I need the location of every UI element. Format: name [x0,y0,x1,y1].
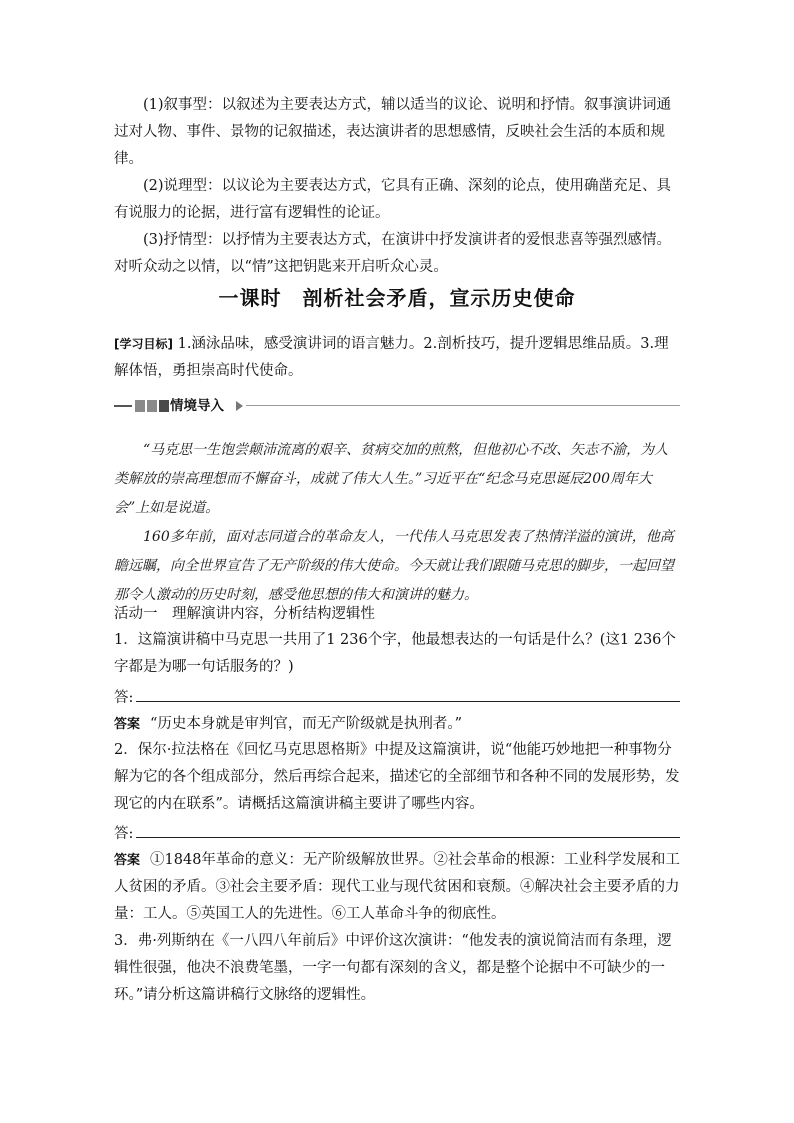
question-2-answer-text: ①1848年革命的意义：无产阶级解放世界。②社会革命的根源：工业科学发展和工人贫困的矛盾。③社会主要矛盾：现代工业与现代贫困和衰颓。④解决社会主要矛盾的力量：工人。⑤英国工人的先进性。⑥工人革命斗争的彻底性。 [114,852,680,922]
section-banner [114,396,680,416]
activity-title: 活动一 理解演讲内容，分析结构逻辑性 [114,606,375,622]
answer-prompt: 答: [114,826,134,842]
learning-goals-body: 1.涵泳品味，感受演讲词的语言魅力。2.剖析技巧，提升逻辑思维品质。3.理解体悟，勇担崇高时代使命。 [114,336,669,379]
banner-decoration [114,400,171,412]
banner-arrow-icon [236,401,243,411]
question-2-answer [114,847,680,928]
intro-section [114,92,680,281]
question-2 [114,737,680,818]
answer-prompt: 答: [114,690,134,706]
learning-goals-label: [学习目标] [114,337,173,351]
banner-rule [246,405,680,406]
question-1-answer-text: “历史本身就是审判官，而无产阶级就是执刑者。” [150,716,463,732]
question-2-answer-line[interactable] [114,822,680,842]
answer-blank-rule [136,701,680,702]
intro-paragraph-narrative: (1)叙事型：以叙述为主要表达方式，辅以适当的议论、说明和抒情。叙事演讲词通过对人物、事件、景物的记叙描述，表达演讲者的思想感情，反映社会生活的本质和规律。 [114,97,672,167]
question-2-text: 2．保尔·拉法格在《回忆马克思恩格斯》中提及这篇演讲，说“他能巧妙地把一种事物分解为它的各个组成部分，然后再综合起来，描述它的全部细节和各种不同的发展形势，发现它的内在联系”。请概括这篇演讲稿主要讲了哪些内容。 [114,742,680,812]
question-3 [114,928,680,1009]
intro-paragraph-lyrical: (3)抒情型：以抒情为主要表达方式，在演讲中抒发演讲者的爱恨悲喜等强烈感情。对听众动之以情，以“情”这把钥匙来开启听众心灵。 [114,232,672,275]
answer-blank-rule [136,837,680,838]
scenario-paragraph-quote: “马克思一生饱尝颠沛流离的艰辛、贫病交加的煎熬，但他初心不改、矢志不渝，为人类解放的崇高理想而不懈奋斗，成就了伟大人生。”习近平在“纪念马克思诞辰200周年大会”上如是说道。 [114,442,669,516]
question-1-answer-line[interactable] [114,686,680,706]
activity-heading [114,601,680,628]
question-1-answer [114,711,680,738]
scenario-paragraph-history: 160多年前，面对志同道合的革命友人，一代伟人马克思发表了热情洋溢的演讲，他高瞻远瞩，向全世界宣告了无产阶级的伟大使命。今天就让我们跟随马克思的脚步，一起回望那令人激动的历史时刻，感受他思想的伟大和演讲的魅力。 [114,529,674,603]
question-3-text: 3．弗·列斯纳在《一八四八年前后》中评价这次演讲：“他发表的演说简洁而有条理，逻辑性很强，他决不浪费笔墨，一字一句都有深刻的含义，都是整个论据中不可缺少的一环。”请分析这篇讲稿行文脉络的逻辑性。 [114,933,672,1003]
answer-label: 答案 [114,717,141,732]
question-1-text: 1．这篇演讲稿中马克思一共用了1 236个字，他最想表达的一句话是什么？(这1 236个字都是为哪一句话服务的？) [114,632,676,675]
question-1 [114,627,680,681]
lesson-title: 一课时 剖析社会矛盾，宣示历史使命 [218,286,576,310]
intro-paragraph-argumentative: (2)说理型：以议论为主要表达方式，它具有正确、深刻的论点，使用确凿充足、具有说服力的论据，进行富有逻辑性的论证。 [114,178,672,221]
answer-label: 答案 [114,853,141,868]
learning-goals-text [114,331,680,385]
learning-goals [114,331,680,385]
scenario-section [114,436,680,610]
section-banner-label: 情境导入 [170,398,224,414]
